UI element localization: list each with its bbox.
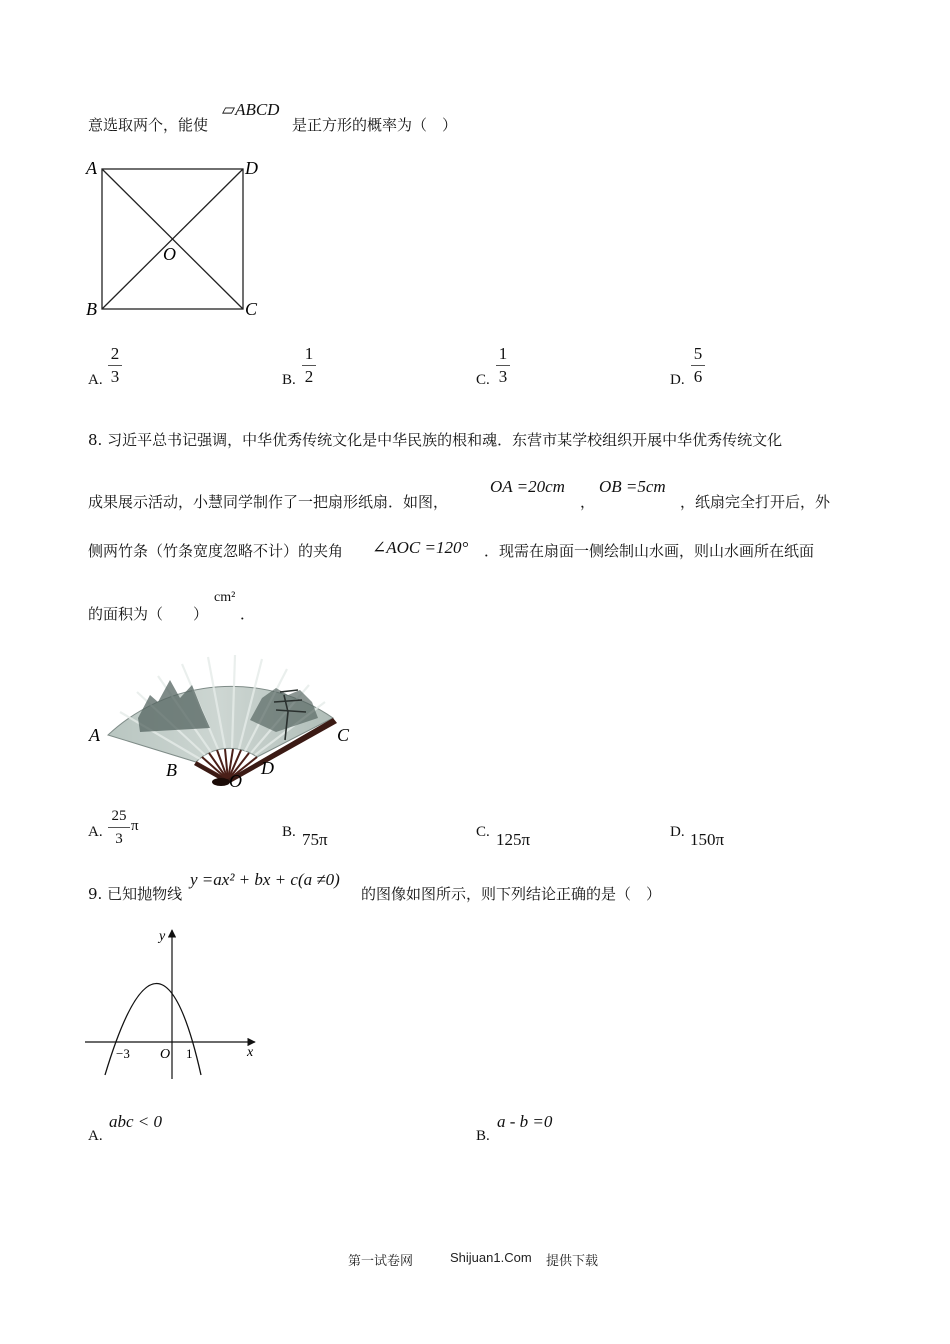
y-axis-label: y: [159, 929, 166, 944]
q8-line-3a: 侧两竹条（竹条宽度忽略不计）的夹角: [88, 542, 344, 560]
q7-option-a-fraction[interactable]: [108, 344, 122, 387]
label-d: D: [245, 158, 258, 178]
q8-option-a-label[interactable]: A.: [88, 824, 103, 840]
denominator: 3: [498, 367, 508, 386]
numerator: 1: [498, 344, 508, 363]
q8-fan-figure: [80, 640, 370, 795]
q8-option-b-label[interactable]: B.: [282, 824, 296, 840]
q8-option-a-fraction[interactable]: [108, 806, 130, 849]
q8-oa-length: [490, 477, 565, 497]
fraction-bar: [691, 365, 705, 366]
fraction-bar: [496, 365, 510, 366]
q7-option-c-label[interactable]: C.: [476, 372, 490, 388]
ob-expression: OB =5cm: [599, 477, 666, 496]
q7-intro-before: 意选取两个，能使: [88, 116, 209, 134]
q9-prefix: 9. 已知抛物线: [88, 885, 183, 903]
denominator: 3: [110, 367, 120, 386]
numerator: 25: [111, 808, 127, 824]
q7-intro-after: 是正方形的概率为（ ）: [292, 116, 458, 134]
q9-option-b-value[interactable]: a - b =0: [497, 1112, 553, 1131]
q8-line-2b: ，纸扇完全打开后，外: [680, 493, 831, 511]
q8-option-c-value[interactable]: 125π: [496, 830, 531, 849]
label-c: C: [245, 299, 258, 319]
q8-option-c-label[interactable]: C.: [476, 824, 490, 840]
q8-ob-length: [599, 477, 666, 497]
fan-label-d: D: [261, 758, 274, 778]
x-axis-label: x: [247, 1045, 254, 1060]
footer-download-text: 提供下载: [546, 1254, 599, 1269]
q9-option-a-label[interactable]: A.: [88, 1128, 103, 1144]
label-b: B: [86, 299, 97, 319]
denominator: 2: [304, 367, 314, 386]
q7-option-b-label[interactable]: B.: [282, 372, 296, 388]
q7-option-d-fraction[interactable]: [691, 344, 705, 387]
q8-line-3b: ．现需在扇面一侧绘制山水画，则山水画所在纸面: [484, 542, 815, 560]
q8-angle: ∠AOC =120°: [372, 538, 469, 557]
q8-line-1: 8. 习近平总书记强调，中华优秀传统文化是中华民族的根和魂．东营市某学校组织开展中华优秀传统文化: [88, 431, 783, 449]
q7-option-c-fraction[interactable]: [496, 344, 510, 387]
tick-1-label: 1: [186, 1046, 193, 1061]
q8-line-2a: 成果展示活动，小慧同学制作了一把扇形纸扇．如图，: [88, 493, 449, 511]
numerator: 2: [110, 344, 120, 363]
denominator: 6: [693, 367, 703, 386]
parabola-curve: [105, 984, 201, 1076]
fan-label-b: B: [166, 760, 177, 780]
q9-suffix: 的图像如图所示，则下列结论正确的是（ ）: [361, 885, 662, 903]
footer-site-name: 第一试卷网: [348, 1254, 414, 1269]
q7-square-figure: [80, 155, 280, 325]
fraction-bar: [108, 365, 122, 366]
q8-comma: ，: [580, 493, 596, 511]
q7-parallelogram-symbol: ▱ABCD: [222, 100, 280, 119]
denominator: 3: [115, 831, 123, 847]
q7-option-d-label[interactable]: D.: [670, 372, 685, 388]
q8-option-d-value[interactable]: 150π: [690, 830, 725, 849]
fan-label-o: O: [229, 771, 242, 791]
q8-line-4b: ．: [240, 605, 256, 623]
q9-option-b-label[interactable]: B.: [476, 1128, 490, 1144]
q8-unit: cm²: [214, 590, 236, 605]
oa-expression: OA =20cm: [490, 477, 565, 496]
label-a: A: [86, 158, 97, 178]
fraction-bar: [108, 827, 130, 828]
q9-option-a-value[interactable]: abc < 0: [109, 1112, 163, 1131]
q8-option-a-pi: π: [131, 818, 139, 834]
label-o: O: [163, 244, 176, 264]
tick-neg3-label: −3: [116, 1046, 130, 1061]
q8-line-4a: 的面积为（ ）: [88, 605, 209, 623]
q8-option-d-label[interactable]: D.: [670, 824, 685, 840]
q7-option-a-label[interactable]: A.: [88, 372, 103, 388]
fan-pivot: [212, 778, 230, 786]
footer-site-url[interactable]: Shijuan1.Com: [450, 1250, 532, 1265]
q8-option-b-value[interactable]: 75π: [302, 830, 328, 849]
fraction-bar: [302, 365, 316, 366]
origin-label: O: [160, 1047, 171, 1062]
q7-option-b-fraction[interactable]: [302, 344, 316, 387]
q9-equation: y =ax² + bx + c(a ≠0): [190, 870, 340, 889]
numerator: 5: [693, 344, 703, 363]
fan-label-a: A: [89, 725, 100, 745]
fan-label-c: C: [337, 725, 350, 745]
numerator: 1: [304, 344, 314, 363]
q9-parabola-graph: [80, 924, 270, 1084]
